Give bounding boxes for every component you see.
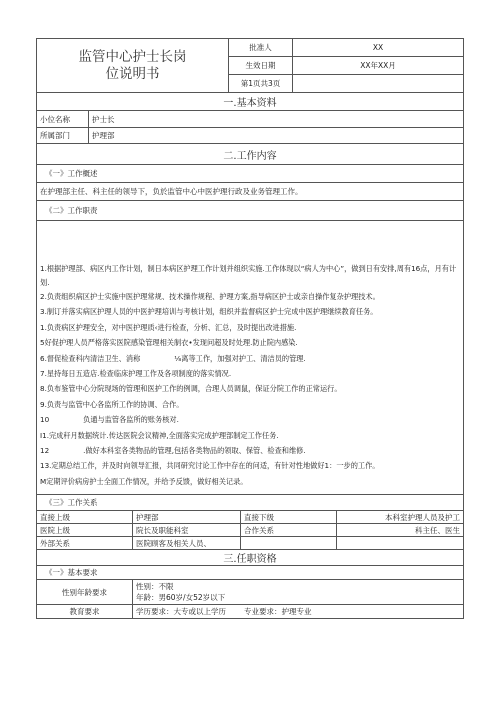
duty-item: 5好促护理人员严格落实医院感染管理相关制衣•发现问超及时处理.防止院内感染. <box>40 338 298 348</box>
relations-row <box>36 537 464 550</box>
relations-cell: 医院上级 <box>37 524 133 536</box>
title-line-1: 监管中心护士长岗 <box>78 48 187 65</box>
major-value: 专业要求：护理专业 <box>244 607 312 617</box>
approver-label: 批准人 <box>229 39 293 56</box>
section-qualification: 三.任职资格 <box>223 554 277 566</box>
relations-cell: 院长及职能科室 <box>133 524 241 536</box>
duty-item: 3.制订并落实病区护理人员的中医护理培训与考核计划，组织并监督病区护士完成中医护理继续教育任务。 <box>40 307 378 317</box>
relations-cell: 本科室护理人员及护工 <box>385 512 460 522</box>
relations-row <box>36 511 464 524</box>
duty-item: M定期评价病房护士全面工作情况，并给予反馈，做好相关记录。 <box>40 476 248 486</box>
effective-date-value: XX年XX月 <box>360 61 396 70</box>
duties-label: 《二》工作职责 <box>45 206 98 215</box>
relations-cell: 合作关系 <box>241 524 337 536</box>
relations-cell: 护理部 <box>133 511 241 523</box>
age-value: 年龄：男60岁/女52岁以下 <box>136 593 226 603</box>
overview-text: 在护理部主任、科主任的领导下，负於监管中心中医护理行政及业务管理工作。 <box>40 187 303 196</box>
duty-item: 1.负责病区护理安全，对中医护理质‹进行检查，分析、汇总，及时提出改进措施. <box>40 322 297 332</box>
duty-item: 2.负责组织病区护士实施中医护理常规、技术操作规程、护理方案,指导病区护士或亲自操作复杂护理技术。 <box>40 292 380 301</box>
unit-value: 护士长 <box>92 114 115 124</box>
relations-row <box>36 524 464 537</box>
duty-item: 7.星持每日五造店.检查临床护理工作及各项制度的落实情况. <box>40 368 232 378</box>
page-title <box>37 39 229 92</box>
page-info: 第1页共3页 <box>229 75 293 92</box>
job-description-form <box>36 38 464 619</box>
gender-value: 性别：不限 <box>136 582 174 592</box>
overview-label: 《一》工作概述 <box>45 169 98 178</box>
section-work-content: 二.工作内容 <box>223 150 277 162</box>
header-row <box>36 38 464 93</box>
effective-date-label: 生效日期 <box>229 57 293 74</box>
relations-cell: 医院顾客及相关人员、 <box>133 537 241 549</box>
relations-cell: 科主任、医生 <box>415 525 460 535</box>
duty-item: 13.定期总结工作，并及时向领导汇报，共同研究讨论工作中存在的问适，有针对性地做好1：一步的工作。 <box>40 461 380 471</box>
relations-cell: 外部关系 <box>37 537 133 549</box>
duty-item: I1.完成秆月数据统计.传达医院会议精神,全面落实完成护理部制定工作任务. <box>40 430 279 440</box>
dept-label: 所属部门 <box>37 128 89 143</box>
duty-item: 12 .做好本科室各类物品的管理,包括各类物品的领取、保管、检查和维修. <box>40 445 306 455</box>
relations-label: 《三》工作关系 <box>45 498 98 508</box>
duty-item: 1.根据护理部、病区内工作计划，制日本病区护理工作计划并组织实施.工作体现以“病人为中心”，做到日有安排,周有16点，月有计划. <box>40 264 457 287</box>
relations-table <box>36 511 464 550</box>
duties-list <box>36 221 464 495</box>
gender-age-label: 性别年龄要求 <box>37 580 133 604</box>
basic-requirements-label: 《一》基本要求 <box>45 568 98 578</box>
dept-value: 护理部 <box>92 131 115 140</box>
relations-cell <box>241 537 337 549</box>
duty-item: 8.负布鉴管中心分院现场的管理和医护工作的例调，合理人员调鼠，保证分院工作的正常运行。 <box>40 384 342 394</box>
relations-cell: 直接下级 <box>241 511 337 523</box>
header-meta <box>229 39 463 92</box>
education-value: 学历要求：大专或以上学历 <box>136 607 226 617</box>
education-label: 教育要求 <box>37 605 133 618</box>
duty-item: 9.负责与监管中心各监所工作的协调、合作。 <box>40 399 184 409</box>
approver-value: XX <box>372 43 384 52</box>
relations-cell: 直接上级 <box>37 511 133 523</box>
unit-label: 小位名称 <box>37 111 89 127</box>
duty-item: 10 负通与监管各监所的账务核对. <box>40 415 179 425</box>
title-line-2: 位说明书 <box>105 65 160 82</box>
duty-item: 6.督促检查科内清洁卫生、消称 ⅛离等工作，加强对护工、清洁员的管理. <box>40 353 306 363</box>
section-basic-info: 一.基本资料 <box>223 98 277 109</box>
relations-cell <box>337 537 463 549</box>
